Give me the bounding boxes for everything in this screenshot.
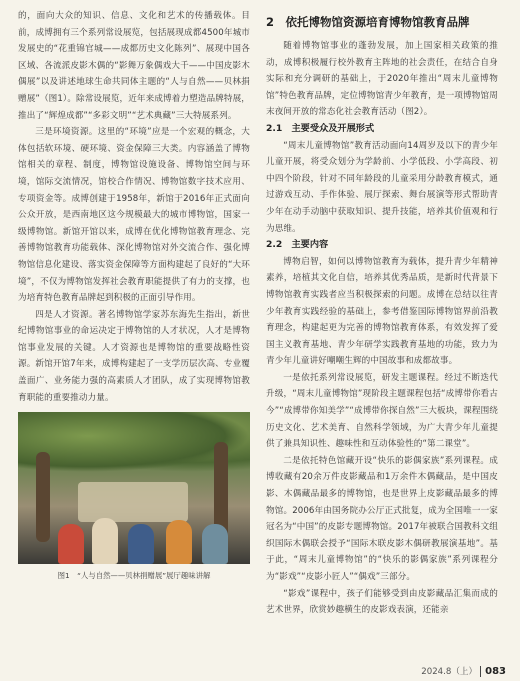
tree-trunk-shape	[36, 452, 50, 542]
paragraph-talent-resources: 四是人才资源。著名博物馆学家苏东海先生指出，新世纪博物馆事业的命运决定于博物馆的人才状况，人才是博物馆事业发展的关键。人才资源也是博物馆的重要战略性资源。新馆开馆7年来，成博构建起了一支学历层次高、专业覆盖面广、业务能力强的高素质人才团队，成了实现博物馆教育职能的重要推动力量。	[18, 309, 250, 403]
page-footer	[421, 665, 506, 677]
right-column	[266, 8, 498, 619]
child-figure	[166, 520, 192, 564]
child-figure	[128, 524, 154, 564]
paragraph-resources-intro: 的，面向大众的知识、信息、文化和艺术的传播载体。目前，成博拥有三个系列常设展览，包括展现成都4500年城市发展史的“花重锦官城——成都历史文化陈列”、展现中国各区域、各流派皮影木偶的“影舞万象偶戏大千——中国皮影木偶展”以及讲述地球生命共同体主题的“人与自然——贝林捐赠展”（图1）。除常设展览，近年来成博着力塑造品牌特展，推出了“辉煌成都”“多彩文明”“艺术典藏”三大特展系列。	[18, 11, 250, 121]
paragraph-audience: “周末儿童博物馆”教育活动面向14周岁及以下的青少年儿童开展，将受众划分为学龄前、小学低段、小学高段、初中四个阶段，针对不同年龄段的儿童采用分龄教育模式，通过游戏互动、手作体验、展厅探索、舞台展演等形式帮助青少年在动手动脑中获取知识、提升技能，培养其价值观和行为思维。	[266, 140, 498, 234]
child-figure	[202, 524, 228, 564]
subsection-heading-content: 2.2 主要内容	[266, 239, 329, 251]
issue-label: 2024.8（上）	[421, 667, 478, 677]
paragraph-section-intro: 随着博物馆事业的蓬勃发展，加上国家相关政策的推动，成博积极履行校外教育主阵地的社会责任，在结合自身实际和充分调研的基础上，于2020年推出“周末儿童博物馆”特色教育品牌，定位博物馆青少年教育，是一项博物馆周末夜间开放的常态化社会教育活动（图2）。	[266, 41, 498, 118]
child-figure	[58, 524, 84, 564]
page-number: 083	[480, 666, 506, 677]
paragraph-content-1: 博物启智，如何以博物馆教育为载体，提升青少年精神素养，培植其文化自信，培养其优秀品质，是新时代背景下博物馆教育实践者应当积极探索的问题。成博在总结以往青少年教育实践经验的基础上，参考借鉴国际博物馆界前沿教育理念，构建起更为完善的博物馆教育体系，有效发挥了爱国主义教育基地、青少年研学实践教育基地的功能，致力为青少年儿童讲好嘲嘲生辉的中国故事和成都故事。	[266, 256, 498, 367]
left-column	[18, 8, 250, 583]
section-heading: 2 依托博物馆资源培育博物馆教育品牌	[266, 15, 470, 29]
paragraph-content-3: 二是依托特色馆藏开设“快乐的影偶家族”系列课程。成博收藏有20余万件皮影藏品和1万余件木偶藏品，是中国皮影、木偶藏品最多的博物馆，也是世界上皮影藏品最多的博物馆。2006年由国务院办公厅正式批复，成为全国唯一一家冠名为“中国”的皮影专题博物馆。2017年被联合国教科文组织国际木偶联会授予“国际木联皮影木偶研教展演基地”。基于此，“周末儿童博物馆”的“快乐的影偶家族”系列课程分为“影戏”“皮影小匠人”“偶戏”三部分。	[266, 455, 498, 582]
exhibition-hall-photo	[18, 412, 250, 564]
exhibit-stage-shape	[78, 482, 188, 522]
paragraph-environment-resources: 三是环境资源。这里的“环境”应是一个宏观的概念，大体包括软环境、硬环境、资金保障三大类。内容涵盖了博物馆相关的章程、制度，博物馆设施设备、博物馆空间与环境，馆际交流情况，馆校合作情况、博物馆数字技术应用、专项资金等。成博创建于1958年，新馆于2016年正式面向公众开放，是西南地区这今规模最大的城市博物馆，国家一级博物馆。新馆开馆以来，成博在优化博物馆教育理念、完善博物馆教育功能载体、深化博物馆对外交流合作、强化博物馆信息化建设、落实资金保障等方面构建起了良好的“大环境”，不仅为博物馆发挥社会教育职能提供了有力的支撑，也为培育特色教育品牌起到积极的正面引导作用。	[18, 127, 250, 304]
subsection-heading-audience: 2.1 主要受众及开展形式	[266, 122, 375, 134]
paragraph-content-4: “影戏”课程中，孩子们能够受到由皮影藏品汇集而成的艺术世界，欣赏妙趣横生的皮影戏表演，还能亲	[266, 588, 498, 616]
figure-1-caption: 图1 “人与自然——贝林捐赠展”展厅趣味讲解	[57, 571, 211, 581]
paragraph-content-2: 一是依托系列常设展览，研发主题课程。经过不断迭代升级，“周末儿童博物馆”现阶段主题课程包括“成博带你看古今”“成博带你知美学”“成博带你探自然”三大板块，课程围绕历史文化、艺术美育、自然科学领域，为广大青少年儿童提供了兼具知识性、趣味性和互动体验性的“第二课堂”。	[266, 372, 498, 450]
child-figure	[92, 518, 118, 564]
